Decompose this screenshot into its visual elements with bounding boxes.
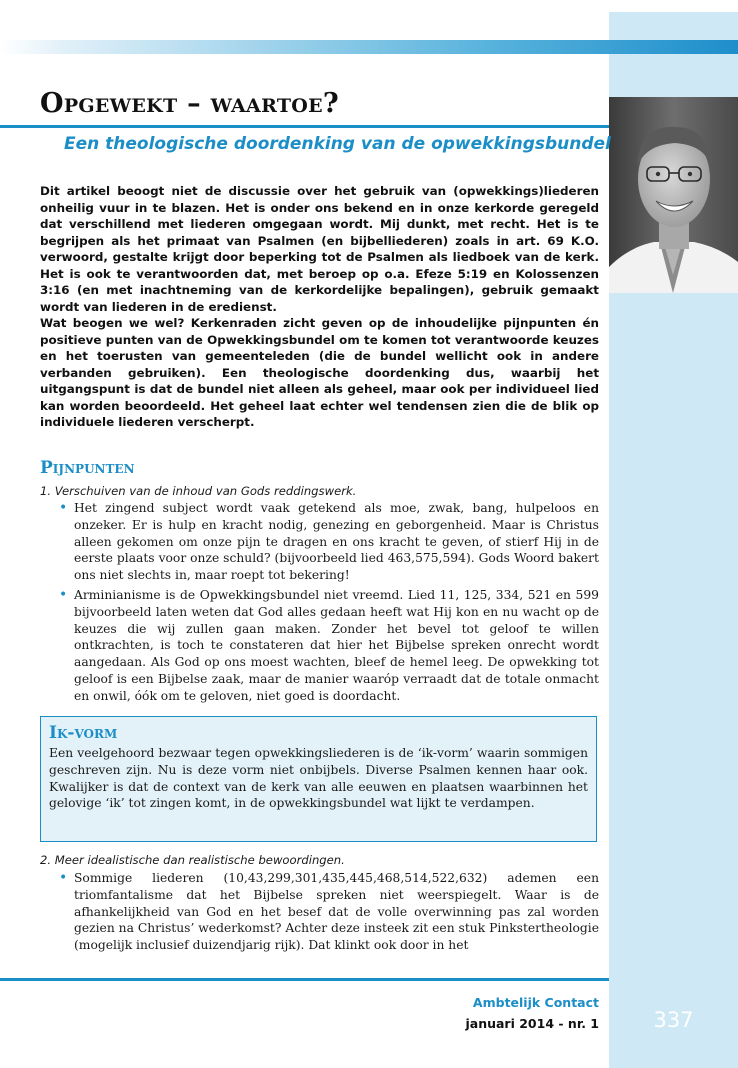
issue-info: januari 2014 - nr. 1 <box>465 1016 599 1031</box>
list-item-text: Arminianisme is de Opwekkingsbundel niet vreemd. Lied 11, 125, 334, 521 en 599 bijvoorbeeld laten weten dat God alles gedaan heeft wat Hij kon en nu wacht op de keuzes die wij zullen gaan maken. Zonder het bevel tot geloof te willen ontkrachten, is toch te constateren dat hier het Bijbelse spreken onrecht wordt aangedaan. Als God op ons moest wachten, bleef de hemel leeg. De opwekking tot geloof is een Bijbelse zaak, maar de manier waaróp verraadt dat de totale onmacht en onwil, óók om te geloven, niet goed is doordacht. <box>74 588 599 703</box>
footer-divider <box>0 978 609 981</box>
list-item-text: Het zingend subject wordt vaak getekend als moe, zwak, bang, hulpeloos en onzeker. Er is hulp en kracht nodig, genezing en geborgenheid. Maar is Christus alleen gekomen om onze pijn te dragen en ons kracht te geven, of stierf Hij in de eerste plaats voor onze schuld? (bijvoorbeeld lied 463,575,594). Gods Woord bakert ons niet slechts in, maar roept tot bekering! <box>74 501 599 583</box>
list-item <box>59 500 599 584</box>
page-number: 337 <box>653 1008 694 1032</box>
bullet-icon: • <box>59 587 68 603</box>
magazine-name: Ambtelijk Contact <box>472 995 599 1010</box>
list-item <box>59 587 599 705</box>
article-subtitle: Een theologische doordenking van de opwekkingsbundel <box>64 134 611 154</box>
intro-paragraph: Dit artikel beoogt niet de discussie over het gebruik van (opwekkings)liederen onheilig vuur in te blazen. Het is onder ons bekend en in onze kerkorde geregeld dat verschillend met liederen omgegaan wordt. Mij dunkt, met recht. Het is te begrijpen als het primaat van Psalmen (en bijbelliederen) zoals in art. 69 K.O. verwoord, gestalte krijgt door beperking tot de Psalmen als liedboek van de kerk. Het is ook te verantwoorden dat, met beroep op o.a. Efeze 5:19 en Kolossenzen 3:16 (en met inachtneming van de kerkordelijke bepalingen), gebruik gemaakt wordt van liederen in de eredienst. <box>40 184 599 314</box>
box-heading: Ik-vorm <box>49 723 118 743</box>
sidebar-box-ik-vorm <box>40 716 597 842</box>
bullet-icon: • <box>59 870 68 886</box>
list-item <box>59 870 600 954</box>
author-photo <box>609 97 738 293</box>
article-title: Opgewekt – waartoe? <box>40 88 340 119</box>
title-divider <box>0 125 609 128</box>
header-gradient-band <box>0 40 738 54</box>
box-text: Een veelgehoord bezwaar tegen opwekkingsliederen is de ‘ik-vorm’ waarin sommigen geschreven zijn. Nu is deze vorm niet onbijbels. Diverse Psalmen kennen haar ook. Kwalijker is dat de context van de kerk van alle eeuwen en plaatsen waarbinnen het gelovige ‘ik’ tot zingen komt, in de opwekkingsbundel wat lijkt te verdampen. <box>49 746 588 811</box>
list-item-text: Sommige liederen (10,43,299,301,435,445,468,514,522,632) ademen een triomfantalisme dat het Bijbelse spreken niet weerspiegelt. Waar is de afhankelijkheid van God en het besef dat de volle overwinning pas zal worden gezien na Christus’ wederkomst? Achter deze insteek zit een stuk Pinkstertheologie (mogelijk inclusief duizendjarig rijk). Dat klinkt ook door in het <box>74 871 600 953</box>
bullet-icon: • <box>59 500 68 516</box>
intro-paragraphs <box>40 183 599 431</box>
intro-paragraph: Wat beogen we wel? Kerkenraden zicht geven op de inhoudelijke pijnpunten én positieve punten van de Opwekkingsbundel om te komen tot verantwoorde keuzes en het toerusten van gemeenteleden (die de bundel wellicht ook in andere verbanden gebruiken). Een theologische doordenking dus, waarbij het uitgangspunt is dat de bundel niet alleen als geheel, maar ook per individueel lied kan worden beoordeeld. Het geheel laat echter wel tendensen zien die de blik op individuele liederen verscherpt. <box>40 316 599 429</box>
subitem-label: 1. Verschuiven van de inhoud van Gods reddingswerk. <box>40 484 357 498</box>
section-heading-pijnpunten: Pijnpunten <box>40 458 135 478</box>
subitem-label: 2. Meer idealistische dan realistische bewoordingen. <box>40 853 345 867</box>
